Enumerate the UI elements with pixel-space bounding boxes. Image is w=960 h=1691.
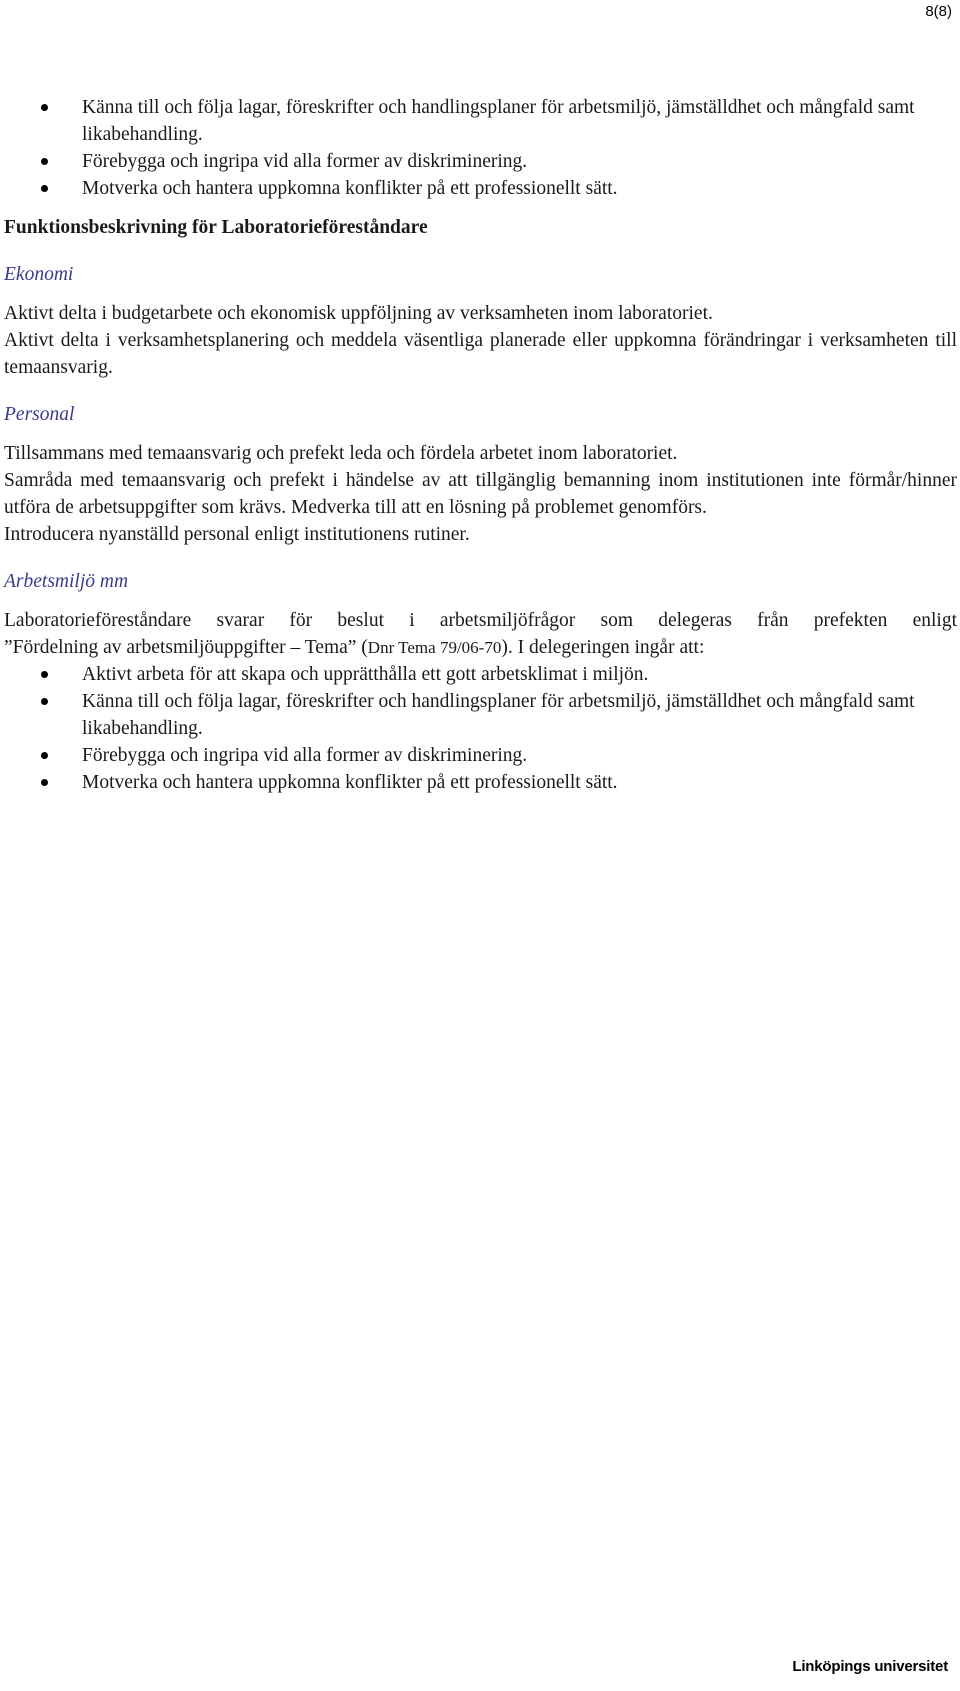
- intro-bullet-list: [4, 94, 957, 202]
- delegation-intro-text: ). I delegeringen ingår att:: [501, 637, 705, 658]
- subheading-personal: Personal: [4, 404, 75, 425]
- list-item: Känna till och följa lagar, föreskrifter och handlingsplaner för arbetsmiljö, jämställdhet och mångfald samt likabehandling.: [4, 688, 957, 742]
- personal-paragraph-1: Tillsammans med temaansvarig och prefekt leda och fördela arbetet inom laboratoriet.: [4, 443, 678, 464]
- personal-paragraph-3: Introducera nyanställd personal enligt institutionens rutiner.: [4, 524, 470, 545]
- list-item: Känna till och följa lagar, föreskrifter och handlingsplaner för arbetsmiljö, jämställdhet och mångfald samt likabehandling.: [4, 94, 957, 148]
- page-number: 8(8): [925, 3, 952, 20]
- subheading-arbetsmiljo: Arbetsmiljö mm: [4, 571, 129, 592]
- diary-number: Dnr Tema 79/06-70: [367, 638, 502, 657]
- arbetsmiljo-paragraph-line-2: [4, 634, 957, 661]
- delegation-reference-text: ”Fördelning av arbetsmiljöuppgifter – Tema” (: [4, 637, 368, 658]
- delegation-bullet-list: [4, 661, 957, 796]
- list-item: Förebygga och ingripa vid alla former av diskriminering.: [4, 148, 957, 175]
- document-body: [4, 94, 957, 796]
- arbetsmiljo-paragraph-line-1: Laboratorieföreståndare svarar för beslut i arbetsmiljöfrågor som delegeras från prefekten enligt: [4, 610, 957, 631]
- section-heading: Funktionsbeskrivning för Laboratorieföreståndare: [4, 217, 428, 238]
- ekonomi-paragraph-1: Aktivt delta i budgetarbete och ekonomisk uppföljning av verksamheten inom laboratoriet.: [4, 303, 713, 324]
- list-item: Motverka och hantera uppkomna konflikter på ett professionellt sätt.: [4, 175, 957, 202]
- list-item: Förebygga och ingripa vid alla former av diskriminering.: [4, 742, 957, 769]
- list-item: Aktivt arbeta för att skapa och upprätthålla ett gott arbetsklimat i miljön.: [4, 661, 957, 688]
- personal-paragraph-2: Samråda med temaansvarig och prefekt i händelse av att tillgänglig bemanning inom institutionen inte förmår/hinner utföra de arbetsuppgifter som krävs. Medverka till att en lösning på problemet genomförs.: [4, 470, 957, 518]
- ekonomi-paragraph-2: Aktivt delta i verksamhetsplanering och meddela väsentliga planerade eller uppkomna förändringar i verksamheten till temaansvarig.: [4, 330, 957, 378]
- university-logo: Linköpings universitet: [792, 1658, 948, 1675]
- subheading-ekonomi: Ekonomi: [4, 264, 74, 285]
- list-item: Motverka och hantera uppkomna konflikter på ett professionellt sätt.: [4, 769, 957, 796]
